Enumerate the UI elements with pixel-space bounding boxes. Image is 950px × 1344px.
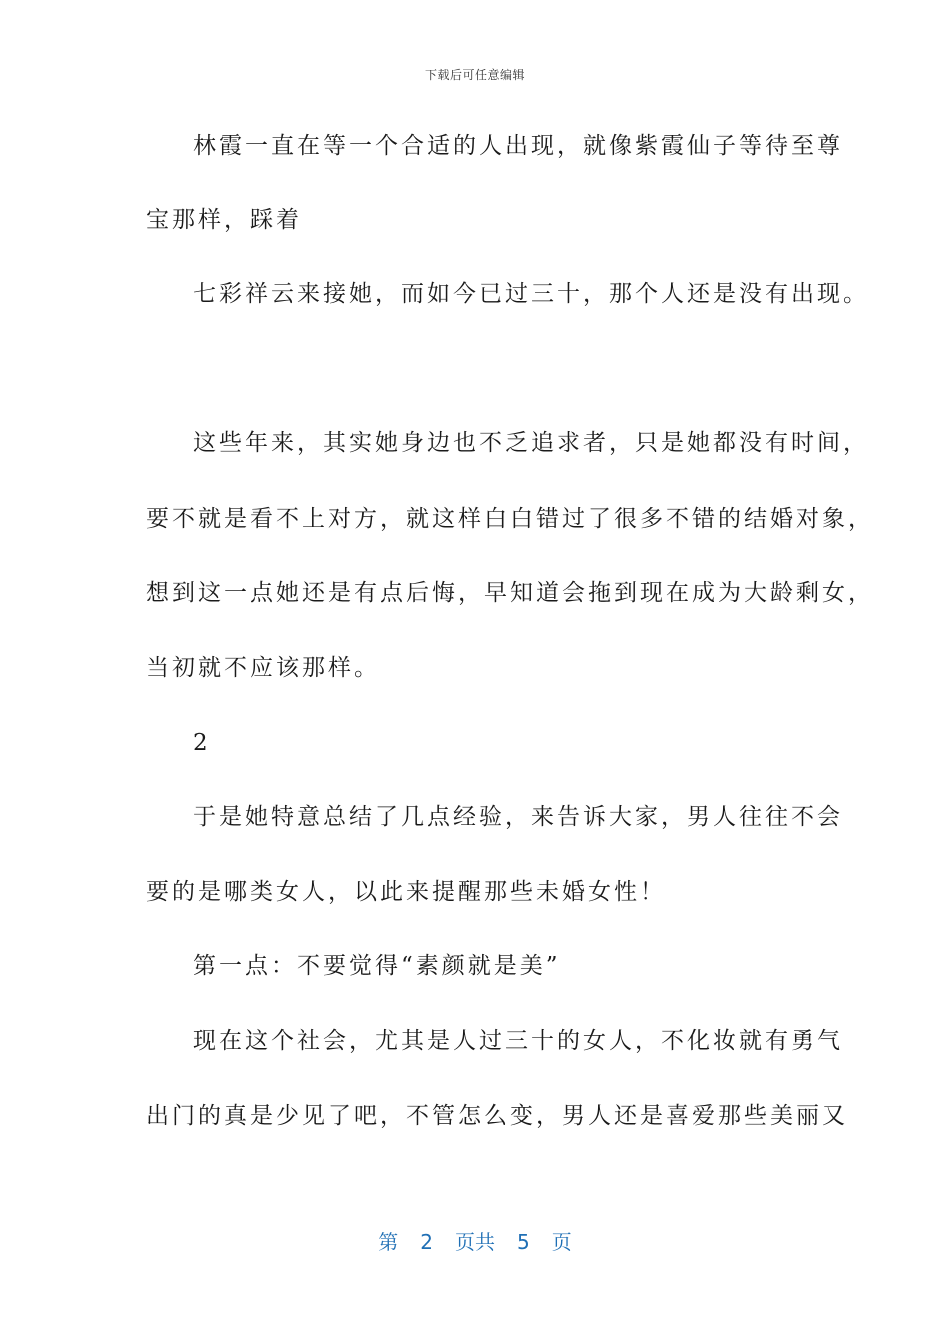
body-line-1: 林霞一直在等一个合适的人出现，就像紫霞仙子等待至尊 [193,133,843,159]
footer-suffix: 页 [551,1230,572,1254]
body-line-9: 要的是哪类女人，以此来提醒那些未婚女性！ [146,879,666,905]
section-number: 2 [193,730,211,756]
body-line-2: 宝那样，踩着 [146,207,302,233]
point-heading: 第一点：不要觉得“素颜就是美” [193,953,561,979]
body-line-7: 当初就不应该那样。 [146,655,380,681]
body-line-8: 于是她特意总结了几点经验，来告诉大家，男人往往不会 [193,804,843,830]
body-line-5: 要不就是看不上对方，就这样白白错过了很多不错的结婚对象， [146,506,874,532]
body-line-3: 七彩祥云来接她，而如今已过三十，那个人还是没有出现。 [193,281,869,307]
body-line-4: 这些年来，其实她身边也不乏追求者，只是她都没有时间， [193,430,869,456]
footer-middle: 页共 [455,1230,495,1254]
footer-prefix: 第 [378,1230,399,1254]
footer-total-pages: 5 [517,1230,530,1254]
page-header: 下载后可任意编辑 [424,68,525,82]
body-line-6: 想到这一点她还是有点后悔，早知道会拖到现在成为大龄剩女， [146,580,874,606]
footer-page-number: 2 [420,1230,433,1254]
body-line-10: 现在这个社会，尤其是人过三十的女人，不化妆就有勇气 [193,1028,843,1054]
body-line-11: 出门的真是少见了吧，不管怎么变，男人还是喜爱那些美丽又 [146,1103,848,1129]
page-footer [0,1226,950,1255]
